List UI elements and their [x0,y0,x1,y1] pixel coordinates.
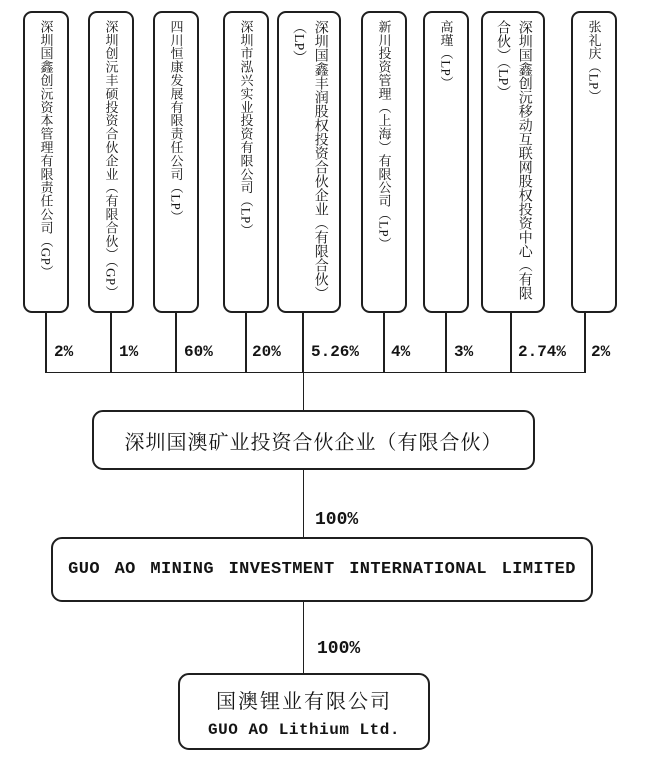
partner-box [277,11,341,313]
ownership-percentage: 60% [184,343,213,361]
partner-name: 张礼庆（LP） [586,20,602,103]
connector-line [302,313,304,372]
holding-name: GUO AO MINING INVESTMENT INTERNATIONAL LIMITED [68,560,576,579]
partner-name: 新川投资管理（上海）有限公司（LP） [376,20,392,251]
holding-box [51,537,593,602]
ownership-percentage: 2% [54,343,74,361]
partner-name: 深圳国鑫创沅移动互联网股权投资中心（有限合伙）（LP） [495,20,532,300]
partner-name: 深圳国鑫丰润股权投资合伙企业（有限合伙）（LP） [291,20,328,300]
partner-box [423,11,469,313]
partner-name: 深圳国鑫创沅资本管理有限责任公司（GP） [38,20,54,279]
connector-line [245,313,247,372]
ownership-percentage: 4% [391,343,411,361]
partner-box [88,11,134,313]
connector-line [110,313,112,372]
partnership-box [92,410,535,470]
partner-name: 高瑾（LP） [438,20,454,90]
connector-trunk-lower [303,602,305,673]
partner-box [361,11,407,313]
connector-line [45,313,47,372]
partner-box [571,11,617,313]
partner-box [481,11,545,313]
partner-box [23,11,69,313]
company-name-en: GUO AO Lithium Ltd. [208,720,400,739]
ownership-percentage: 5.26% [311,343,360,361]
company-name-cn: 国澳锂业有限公司 [216,690,392,713]
ownership-percentage: 20% [252,343,281,361]
ownership-percentage-holding: 100% [315,510,359,530]
connector-line [445,313,447,372]
ownership-percentage-company: 100% [317,639,361,659]
ownership-percentage: 2.74% [518,343,567,361]
company-box [178,673,430,750]
partner-name: 四川恒康发展有限责任公司（LP） [168,20,184,224]
connector-line [510,313,512,372]
ownership-percentage: 1% [119,343,139,361]
connector-trunk-upper [303,372,305,411]
connector-line [175,313,177,372]
ownership-percentage: 2% [591,343,611,361]
partnership-name: 深圳国澳矿业投资合伙企业（有限合伙） [124,431,503,454]
connector-line [383,313,385,372]
partner-box [223,11,269,313]
partner-name: 深圳创沅丰硕投资合伙企业（有限合伙）（GP） [103,20,119,299]
connector-bus [45,372,586,374]
partner-box [153,11,199,313]
connector-line [584,313,586,372]
ownership-percentage: 3% [454,343,474,361]
connector-trunk-middle [303,470,305,537]
partner-name: 深圳市泓兴实业投资有限公司（LP） [238,20,254,237]
